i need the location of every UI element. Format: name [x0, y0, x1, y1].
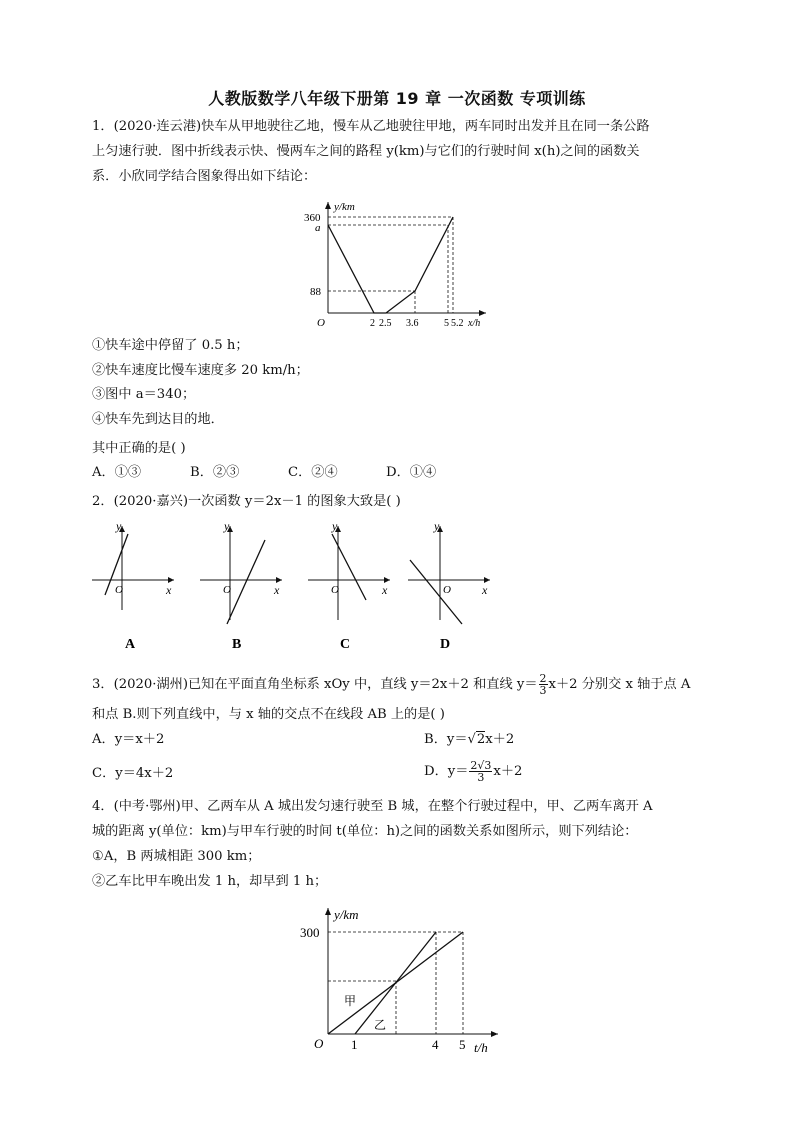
q2-choice-b-label: B [232, 637, 242, 652]
q1-line-2: 上匀速行驶．图中折线表示快、慢两车之间的路程 y(km)与它们的行驶时间 x(h)之间的函数关 [92, 144, 640, 159]
q1-y-tick-360: 360 [304, 212, 321, 224]
q1-x-tick-2.5: 2.5 [379, 318, 392, 329]
q1-option-a: A．①③ [92, 465, 142, 480]
q2-d-origin: O [443, 584, 451, 596]
q3-option-a: A．y＝x＋2 [92, 732, 165, 747]
q1-option-d: D．①④ [386, 465, 437, 480]
q1-x-tick-2: 2 [370, 318, 375, 329]
q4-line-1: 4．(中考·鄂州)甲、乙两车从 A 城出发匀速行驶至 B 城，在整个行驶过程中，甲、乙两车离开 A [92, 799, 653, 814]
q3-option-d-suffix: x＋2 [493, 764, 523, 779]
q1-line-1: 1．(2020·连云港)快车从甲地驶往乙地，慢车从乙地驶往甲地，两车同时出发并且在同一条公路 [92, 119, 650, 134]
q2-choice-d-label: D [440, 637, 451, 652]
q2-choice-d-graph [404, 520, 496, 652]
q3-frac-num: 2 [539, 672, 547, 685]
q4-x-tick-5: 5 [459, 1037, 466, 1052]
q2-stem: 2．(2020·嘉兴)一次函数 y＝2x－1 的图象大致是( ) [92, 494, 401, 509]
q2-choice-c-graph [304, 520, 396, 652]
q3-option-d-prefix: D．y＝ [424, 764, 469, 779]
q1-statement-3: ③图中 a＝340； [92, 387, 196, 402]
q3-frac-den: 3 [539, 684, 547, 697]
q4-label-yi: 乙 [374, 1018, 387, 1032]
q1-prompt: 其中正确的是( ) [92, 441, 186, 456]
q1-line-3: 系．小欣同学结合图象得出如下结论： [92, 169, 317, 184]
q4-label-jia: 甲 [344, 994, 357, 1008]
q3-stem-b: x＋2 分别交 x 轴于点 A [548, 677, 691, 692]
q1-x-tick-5: 5 [444, 318, 449, 329]
q3-option-c: C．y＝4x＋2 [92, 766, 174, 781]
q2-c-origin: O [331, 584, 339, 596]
q2-b-origin: O [223, 584, 231, 596]
q2-choice-c-label: C [340, 637, 351, 652]
q3-option-b-suffix: x＋2 [485, 732, 515, 747]
q2-b-y-label: y [224, 520, 230, 533]
q1-y-tick-a: a [315, 222, 321, 234]
q3-option-b-radicand: 2 [476, 732, 486, 747]
q1-option-c: C．②④ [288, 465, 338, 480]
q2-c-y-label: y [332, 520, 338, 533]
q2-a-origin: O [115, 584, 123, 596]
q4-line-2: 城的距离 y(单位：km)与甲车行驶的时间 t(单位：h)之间的函数关系如图所示，则下列结论： [92, 824, 638, 839]
q2-c-x-label: x [382, 583, 388, 597]
q1-origin: O [317, 317, 325, 329]
q1-statement-1: ①快车途中停留了 0.5 h； [92, 338, 249, 353]
q4-graph [298, 902, 508, 1058]
q1-option-b: B．②③ [190, 465, 240, 480]
q3-fraction [539, 673, 548, 696]
q4-x-tick-4: 4 [432, 1037, 439, 1052]
q3-stem-a: 3．(2020·湖州)已知在平面直角坐标系 xOy 中，直线 y＝2x＋2 和直线 y＝ [92, 677, 538, 692]
q1-graph [300, 198, 500, 330]
q2-choice-a-graph [88, 520, 180, 652]
q2-choice-a-label: A [125, 637, 136, 652]
q3-option-b-prefix: B．y＝ [424, 732, 468, 747]
page-title: 人教版数学八年级下册第 19 章 一次函数 专项训练 [208, 89, 586, 108]
q1-statement-4: ④快车先到达目的地． [92, 412, 224, 427]
q3-option-d-den: 3 [477, 771, 485, 784]
q2-b-x-label: x [274, 583, 280, 597]
q4-x-tick-1: 1 [351, 1037, 358, 1052]
q3-option-d [424, 760, 522, 783]
q4-y-tick-300: 300 [300, 925, 320, 940]
q1-x-tick-3.6: 3.6 [406, 318, 419, 329]
q3-line-2: 和点 B.则下列直线中，与 x 轴的交点不在线段 AB 上的是( ) [92, 707, 445, 722]
q1-x-axis-label: x/h [468, 318, 481, 329]
q3-option-d-num: 2√3 [470, 759, 492, 772]
q4-line-3: ①A，B 两城相距 300 km； [92, 849, 261, 864]
q3-option-d-fraction [469, 760, 492, 783]
q2-a-x-label: x [166, 583, 172, 597]
q1-y-axis-label: y/km [334, 201, 355, 213]
q4-line-4: ②乙车比甲车晚出发 1 h，却早到 1 h； [92, 874, 328, 889]
q4-x-axis-label: t/h [474, 1040, 488, 1055]
q1-statement-2: ②快车速度比慢车速度多 20 km/h； [92, 363, 309, 378]
q2-a-y-label: y [116, 520, 122, 533]
q2-d-y-label: y [434, 520, 440, 533]
q1-x-tick-5.2: 5.2 [451, 318, 464, 329]
q4-y-axis-label: y/km [334, 907, 359, 922]
q3-option-b: B．y＝√2x＋2 [424, 732, 515, 747]
q2-d-x-label: x [482, 583, 488, 597]
q3-stem-line-1 [92, 673, 690, 696]
q4-origin: O [314, 1036, 324, 1051]
q2-choice-b-graph [196, 520, 288, 652]
q1-y-tick-88: 88 [310, 286, 321, 298]
